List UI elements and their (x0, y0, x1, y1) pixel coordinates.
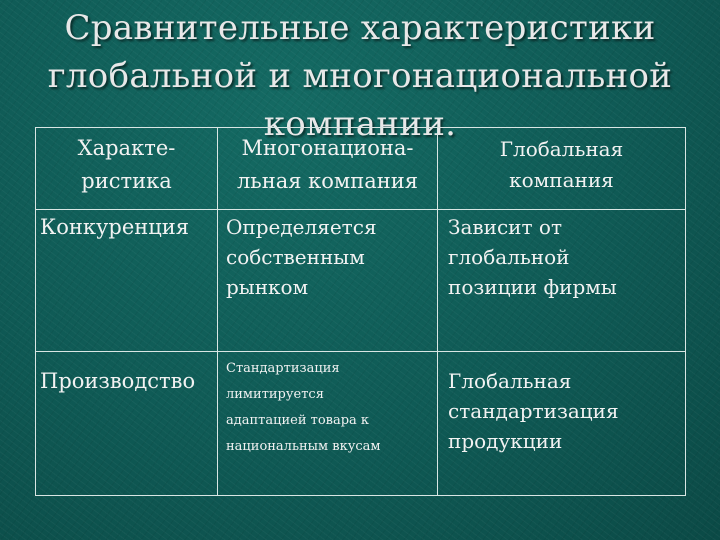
header-text: компания (509, 168, 614, 192)
header-text: льная компания (236, 169, 419, 193)
table-row (36, 352, 686, 496)
comparison-table (35, 127, 686, 496)
row-label-competition (36, 210, 218, 352)
cell-text: продукции (448, 429, 563, 453)
cell-text: Зависит от (448, 215, 563, 239)
cell-text: Стандартизация (226, 361, 340, 376)
header-text: Многонациона- (241, 136, 414, 160)
title-line-3: компании. (263, 104, 457, 144)
header-global (438, 128, 686, 210)
cell-text: национальным вкусам (226, 439, 381, 454)
header-text: Характе- (77, 136, 176, 160)
cell-multinational-competition (218, 210, 438, 352)
cell-text: лимитируется (226, 387, 324, 402)
cell-multinational-production (218, 352, 438, 496)
cell-text: Производство (40, 369, 196, 393)
row-label-production (36, 352, 218, 496)
cell-text: позиции фирмы (448, 275, 617, 299)
title-line-2: глобальной и многонациональной (47, 56, 673, 96)
cell-text: адаптацией товара к (226, 413, 370, 428)
cell-text: собственным (226, 245, 365, 269)
cell-global-competition (438, 210, 686, 352)
table-header-row (36, 128, 686, 210)
header-text: ристика (81, 169, 172, 193)
header-characteristic (36, 128, 218, 210)
table-row (36, 210, 686, 352)
cell-text: стандартизация (448, 399, 619, 423)
title-line-1: Сравнительные характеристики (64, 8, 656, 48)
cell-text: Глобальная (448, 369, 572, 393)
cell-global-production (438, 352, 686, 496)
cell-text: рынком (226, 275, 309, 299)
cell-text: глобальной (448, 245, 570, 269)
cell-text: Конкуренция (40, 215, 189, 239)
header-text: Глобальная (499, 137, 624, 161)
cell-text: Определяется (226, 215, 377, 239)
header-multinational (218, 128, 438, 210)
